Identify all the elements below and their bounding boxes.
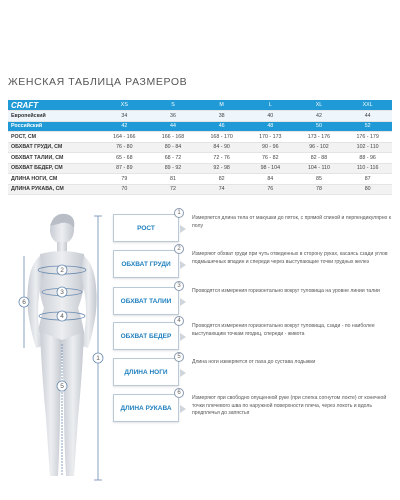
measurement-label: ОБХВАТ ГРУДИ bbox=[113, 250, 179, 278]
table-cell: 34 bbox=[100, 111, 149, 122]
table-cell: 88 - 96 bbox=[343, 153, 392, 164]
arrow-right-icon bbox=[179, 404, 187, 414]
arrow-right-icon bbox=[179, 368, 187, 378]
svg-text:3: 3 bbox=[60, 289, 64, 297]
table-cell: 72 bbox=[149, 184, 198, 195]
svg-text:1: 1 bbox=[96, 355, 100, 363]
table-cell: 38 bbox=[197, 111, 246, 122]
page-title: ЖЕНСКАЯ ТАБЛИЦА РАЗМЕРОВ bbox=[8, 76, 188, 88]
measurement-label: ДЛИНА НОГИ bbox=[113, 358, 179, 386]
table-cell: 102 - 110 bbox=[343, 142, 392, 153]
size-header-xxl: XXL bbox=[343, 100, 392, 111]
arrow-right-icon bbox=[179, 224, 187, 234]
table-row bbox=[8, 132, 392, 143]
row-label: Европейский bbox=[8, 111, 100, 122]
measurement-description: Измеряют обхват груди при чуть отведенных в сторону руках, касаясь сзади углов подмышечных впадин и спереди через выступающие точки грудных желез bbox=[192, 251, 388, 265]
table-cell: 44 bbox=[343, 111, 392, 122]
table-cell: 50 bbox=[295, 121, 344, 132]
measurement-description: Измеряется длина тела от макушки до пяток, с прямой спиной и перпендикулярно к полу bbox=[192, 215, 392, 229]
measurement-description: Длина ноги измеряется от паха до сустава лодыжки bbox=[192, 359, 316, 365]
figure-marker-4 bbox=[57, 311, 67, 321]
row-label: РОСТ, СМ bbox=[8, 132, 100, 143]
table-cell: 36 bbox=[149, 111, 198, 122]
size-header-row bbox=[8, 100, 392, 111]
svg-text:2: 2 bbox=[60, 267, 64, 275]
table-row bbox=[8, 184, 392, 195]
measurement-number: 6 bbox=[174, 388, 184, 398]
measurement-item bbox=[110, 212, 400, 252]
measurement-description: Проводятся измерения горизонтально вокруг туловища, сзади - по наиболее выступающим точкам ягодиц, спереди - живота bbox=[192, 323, 375, 337]
measurement-number: 1 bbox=[174, 208, 184, 218]
table-cell: 92 - 98 bbox=[197, 163, 246, 174]
table-cell: 82 bbox=[197, 174, 246, 185]
row-label: ОБХВАТ БЕДЕР, СМ bbox=[8, 163, 100, 174]
size-header-l: L bbox=[246, 100, 295, 111]
svg-text:4: 4 bbox=[60, 313, 64, 321]
row-label: Российский bbox=[8, 121, 100, 132]
measurement-number: 4 bbox=[174, 316, 184, 326]
table-cell: 44 bbox=[149, 121, 198, 132]
arrow-right-icon bbox=[179, 332, 187, 342]
figure-marker-3 bbox=[57, 287, 67, 297]
table-cell: 65 - 68 bbox=[100, 153, 149, 164]
table-cell: 68 - 72 bbox=[149, 153, 198, 164]
measurement-label: ОБХВАТ БЕДЕР bbox=[113, 322, 179, 350]
table-cell: 98 - 104 bbox=[246, 163, 295, 174]
row-label: ОБХВАТ ТАЛИИ, СМ bbox=[8, 153, 100, 164]
table-row bbox=[8, 111, 392, 122]
table-cell: 70 bbox=[100, 184, 149, 195]
table-cell: 78 bbox=[295, 184, 344, 195]
figure-marker-1 bbox=[93, 353, 103, 363]
measurement-item bbox=[110, 392, 400, 432]
measurement-number: 3 bbox=[174, 281, 184, 291]
measurement-description: Проводятся измерения горизонтально вокруг туловища на уровне линии талии bbox=[192, 288, 380, 294]
table-cell: 87 - 89 bbox=[100, 163, 149, 174]
row-label: ДЛИНА РУКАВА, СМ bbox=[8, 184, 100, 195]
table-cell: 173 - 176 bbox=[295, 132, 344, 143]
table-cell: 89 - 92 bbox=[149, 163, 198, 174]
table-cell: 164 - 166 bbox=[100, 132, 149, 143]
table-cell: 40 bbox=[246, 111, 295, 122]
table-cell: 82 - 88 bbox=[295, 153, 344, 164]
table-cell: 80 - 84 bbox=[149, 142, 198, 153]
table-cell: 168 - 170 bbox=[197, 132, 246, 143]
measurement-label: РОСТ bbox=[113, 214, 179, 242]
measurement-item bbox=[110, 285, 400, 325]
table-cell: 81 bbox=[149, 174, 198, 185]
row-label: ДЛИНА НОГИ, СМ bbox=[8, 174, 100, 185]
body-figure bbox=[2, 208, 112, 488]
table-cell: 79 bbox=[100, 174, 149, 185]
table-cell: 76 - 80 bbox=[100, 142, 149, 153]
table-row bbox=[8, 121, 392, 132]
table-row bbox=[8, 142, 392, 153]
table-cell: 170 - 173 bbox=[246, 132, 295, 143]
table-cell: 85 bbox=[295, 174, 344, 185]
svg-text:5: 5 bbox=[60, 383, 64, 391]
table-cell: 42 bbox=[295, 111, 344, 122]
table-row bbox=[8, 153, 392, 164]
table-row bbox=[8, 163, 392, 174]
measurement-number: 5 bbox=[174, 352, 184, 362]
measurement-label: ОБХВАТ ТАЛИИ bbox=[113, 287, 179, 315]
table-cell: 104 - 110 bbox=[295, 163, 344, 174]
table-cell: 74 bbox=[197, 184, 246, 195]
table-cell: 84 bbox=[246, 174, 295, 185]
measurement-description: Измеряют при свободно опущенной руке (при слегка согнутом локте) от конечной точки плечевого шва по наружной поверхности плеча, через локоть и вдоль предплечья до запястья bbox=[192, 395, 387, 417]
size-header-m: M bbox=[197, 100, 246, 111]
table-cell: 76 - 82 bbox=[246, 153, 295, 164]
table-cell: 46 bbox=[197, 121, 246, 132]
svg-text:6: 6 bbox=[22, 299, 26, 307]
measurement-item bbox=[110, 356, 400, 396]
measurement-item bbox=[110, 320, 400, 360]
table-cell: 87 bbox=[343, 174, 392, 185]
table-cell: 52 bbox=[343, 121, 392, 132]
woman-silhouette-icon bbox=[2, 208, 112, 488]
brand-logo: CRAFT bbox=[8, 100, 100, 111]
row-label: ОБХВАТ ГРУДИ, СМ bbox=[8, 142, 100, 153]
table-cell: 110 - 116 bbox=[343, 163, 392, 174]
table-cell: 76 bbox=[246, 184, 295, 195]
table-cell: 90 - 96 bbox=[246, 142, 295, 153]
size-table bbox=[8, 100, 392, 195]
table-cell: 72 - 76 bbox=[197, 153, 246, 164]
table-cell: 80 bbox=[343, 184, 392, 195]
figure-marker-6 bbox=[19, 297, 29, 307]
figure-marker-5 bbox=[57, 381, 67, 391]
table-cell: 176 - 179 bbox=[343, 132, 392, 143]
size-header-xl: XL bbox=[295, 100, 344, 111]
table-cell: 84 - 90 bbox=[197, 142, 246, 153]
table-cell: 42 bbox=[100, 121, 149, 132]
table-row bbox=[8, 174, 392, 185]
arrow-right-icon bbox=[179, 297, 187, 307]
table-cell: 166 - 168 bbox=[149, 132, 198, 143]
figure-marker-2 bbox=[57, 265, 67, 275]
table-cell: 48 bbox=[246, 121, 295, 132]
table-cell: 96 - 102 bbox=[295, 142, 344, 153]
measurement-number: 2 bbox=[174, 244, 184, 254]
measurement-item bbox=[110, 248, 400, 288]
arrow-right-icon bbox=[179, 260, 187, 270]
size-header-s: S bbox=[149, 100, 198, 111]
size-header-xs: XS bbox=[100, 100, 149, 111]
measurement-label: ДЛИНА РУКАВА bbox=[113, 394, 179, 422]
